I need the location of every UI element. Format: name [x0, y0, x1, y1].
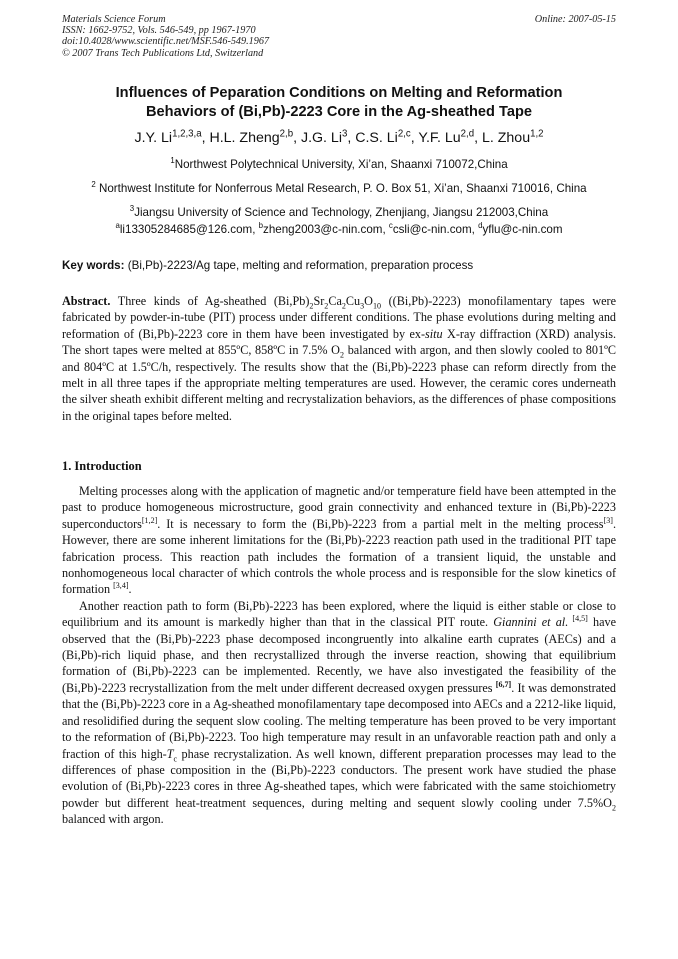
email-d: yflu@c-nin.com — [482, 223, 563, 236]
intro-paragraph-1: Melting processes along with the application of magnetic and/or temperature field have been attempted in the past to produce homogeneous microstructure, good grain connectivity and enhanced texture in (Bi,Pb)-2223 superconductors[1,2]. It is necessary to form the (Bi,Pb)-2223 from a partial melt in the melting process[3]. However, there are some inherent limitations for the (Bi,Pb)-2223 reaction path used in the traditional PIT tape fabrication process. This reaction path includes the formation of a transient liquid, the unstable and nonhomogeneous local character of which controls the whole process and is responsible for the slow kinetics of formation [3,4]. — [62, 484, 616, 597]
author-sup: 1,2,3,a — [172, 128, 202, 140]
intro-paragraph-2: Another reaction path to form (Bi,Pb)-2223 has been explored, where the liquid is either stable or close to equilibrium and its amount is markedly higher than that in the classical PIT route. Giannini et al. [4,5] have observed that the (Bi,Pb)-2223 phase decomposed incongruently into alkaline earth cuprates (AECs) and a (Bi,Pb)-rich liquid phase, and then recrystallized through the inverse reaction, showing that equilibrium formation of (Bi,Pb)-2223 can be implemented. Recently, we have also investigated the feasibility of the (Bi,Pb)-2223 recrystallization from the melt under different decreased oxygen pressures [6,7]. It was demonstrated that the (Bi,Pb)-2223 core in a Ag-sheathed monofilamentary tape decomposed into AECs and a 2212-like liquid, and resolidified during the sequent slow cooling. The melting temperature has been proved to be very important to the reformation of (Bi,Pb)-2223. Too high temperature may result in an unfavorable reaction path and only a fraction of this high-$T_c$ phase recrystalization. As well known, different preparation processes may lead to the differences of phase composition in the (Bi,Pb)-2223 conductors. The present work have studied the phase evolution of (Bi,Pb)-2223 cores in three Ag-sheathed tapes, which were fabricated with the same stoichiometry powder but different heat-treatment sequences, during melting and sequent slowly cooling under $7.5\%O_2$ balanced with argon. — [62, 598, 616, 827]
issn-line: ISSN: 1662-9752, Vols. 546-549, pp 1967-1970 — [62, 25, 256, 37]
paper-title — [40, 84, 638, 122]
citation: [1,2] — [141, 515, 158, 525]
title-line-2: Behaviors of (Bi,Pb)-2223 Core in the Ag-sheathed Tape — [146, 104, 532, 120]
author-name: J.G. Li — [300, 130, 342, 146]
affiliation-2: $^2$ Northwest Institute for Nonferrous Metal Research, P. O. Box 51, Xi’an, Shaanxi 710016, China — [91, 180, 587, 195]
journal-metadata — [62, 14, 269, 59]
citation: [6,7] — [495, 679, 512, 689]
email-a: li13305284685@126.com — [119, 223, 253, 236]
copyright-line: © 2007 Trans Tech Publications Ltd, Switzerland — [62, 47, 264, 59]
author-list: J.Y. Li$^{1,2,3,a}$, H.L. Zheng$^{2,b}$, J.G. Li$^3$, C.S. Li$^{2,c}$, Y.F. Lu$^{2,d}$, L. Zhou$^{1,2}$ — [134, 128, 544, 146]
email-c: csli@c-nin.com — [392, 223, 472, 236]
author-sup: 3 — [341, 128, 348, 140]
journal-name: Materials Science Forum — [62, 14, 166, 25]
section-heading-introduction: 1. Introduction — [62, 459, 142, 473]
introduction-body — [62, 483, 616, 828]
author-sup: 2,c — [397, 128, 411, 140]
keywords-label: Key words: — [62, 259, 125, 272]
author-sup: 2,d — [460, 128, 475, 140]
affiliation-1: $^1$Northwest Polytechnical University, Xi’an, Shaanxi 710072,China — [170, 156, 508, 171]
keywords — [62, 259, 473, 272]
author-name: J.Y. Li — [134, 130, 173, 146]
citation: [3,4] — [113, 581, 129, 591]
author-name: L. Zhou — [481, 130, 531, 146]
author-name: C.S. Li — [355, 130, 398, 146]
author-sup: 1,2 — [530, 128, 544, 140]
title-line-1: Influences of Peparation Conditions on Melting and Reformation — [115, 85, 563, 101]
affiliation-3: $^3$Jiangsu University of Science and Technology, Zhenjiang, Jiangsu 212003,China — [129, 204, 549, 219]
author-name: Y.F. Lu — [418, 130, 461, 146]
doi-line: doi:10.4028/www.scientific.net/MSF.546-549.1967 — [62, 36, 270, 48]
abstract: Abstract. Three kinds of Ag-sheathed $(Bi,Pb)_2Sr_2Ca_2Cu_3O_{10}$ ((Bi,Pb)-2223) monofilamentary tapes were fabricated by powder-in-tube (PIT) process under different conditions. The phase evolutions during melting and reformation of (Bi,Pb)-2223 core in them have been investigated by ex-situ X-ray diffraction (XRD) analysis. The short tapes were melted at 855ºC, 858ºC in 7.5% $O_2$ balanced with argon, and then slowly cooled to 801ºC and 804ºC at 1.5ºC/h, respectively. The results show that the (Bi,Pb)-2223 phase can reform directly from the melt in all three tapes if the appropriate melting temperatures are used. However, the ceramic cores underneath the silver sheath exhibit different melting and recrystalization behaviors, as the differences of phase compositions in the original tapes before melted. — [62, 294, 617, 423]
abstract-label: Abstract. — [62, 294, 111, 308]
email-b: zheng2003@c-nin.com — [263, 223, 383, 236]
author-sup: 2,b — [279, 128, 294, 140]
keywords-text: (Bi,Pb)-2223/Ag tape, melting and reformation, preparation process — [127, 259, 474, 272]
citation: [3] — [603, 515, 613, 525]
citation: [4,5] — [568, 614, 588, 624]
online-date: Online: 2007-05-15 — [534, 14, 616, 25]
author-name: H.L. Zheng — [209, 130, 280, 146]
author-emails: $^a$li13305284685@126.com, $^b$zheng2003@c-nin.com, $^c$csli@c-nin.com, $^d$yflu@c-nin.com — [115, 221, 563, 236]
